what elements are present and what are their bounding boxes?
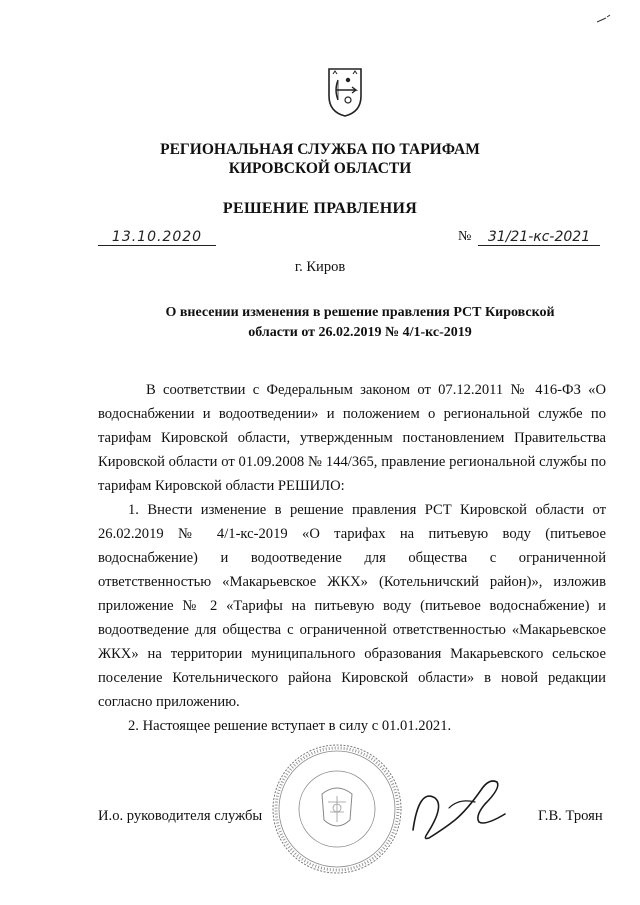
subject-line-1: О внесении изменения в решение правления РСТ Кировской	[165, 305, 555, 320]
signatory-name: Г.В. Троян	[538, 808, 603, 824]
decision-item-1: 1. Внести изменение в решение правления РСТ Кировской области от 26.02.2019 № 4/1-кс-2019 «О тарифах на питьевую воду (питьевое водоснабжение) и водоотведение для общества с ограниченной ответственностью «Макарьевское ЖКХ» (Котельничский район)», изложив приложение № 2 «Тарифы на питьевую воду (питьевое водоснабжение) и водоотведение для общества с ограниченной ответственностью «Макарьевское ЖКХ» на территории муниципального образования Макарьевского сельское поселение Котельнического района Кировской области» в новой редакции согласно приложению.	[98, 502, 606, 710]
decision-body	[98, 378, 606, 738]
number-symbol: №	[458, 229, 472, 244]
agency-line-2: КИРОВСКОЙ ОБЛАСТИ	[228, 160, 412, 177]
decision-subject	[140, 303, 580, 343]
coat-of-arms-icon	[326, 66, 364, 118]
document-type-title: РЕШЕНИЕ ПРАВЛЕНИЯ	[222, 200, 418, 217]
margin-mark-icon	[596, 14, 612, 24]
preamble-paragraph: В соответствии с Федеральным законом от 07.12.2011 № 416-ФЗ «О водоснабжении и водоотведении» и положением о региональной службе по тарифам Кировской области, утвержденным постановлением Правительства Кировской области от 01.09.2008 № 144/365, правление региональной службы по тарифам Кировской области РЕШИЛО:	[98, 382, 606, 494]
handwritten-signature-icon	[405, 768, 515, 848]
city-label: г. Киров	[294, 259, 346, 275]
agency-name	[0, 140, 640, 178]
decision-item-2: 2. Настоящее решение вступает в силу с 01.01.2021.	[128, 718, 452, 734]
agency-line-1: РЕГИОНАЛЬНАЯ СЛУЖБА ПО ТАРИФАМ	[160, 141, 480, 158]
subject-line-2: области от 26.02.2019 № 4/1-кс-2019	[248, 325, 472, 340]
decision-date: 13.10.2020	[98, 229, 216, 246]
official-seal-icon	[270, 742, 404, 876]
decision-number: 31/21-кс-2021	[478, 229, 600, 246]
signatory-title: И.о. руководителя службы	[98, 808, 263, 824]
